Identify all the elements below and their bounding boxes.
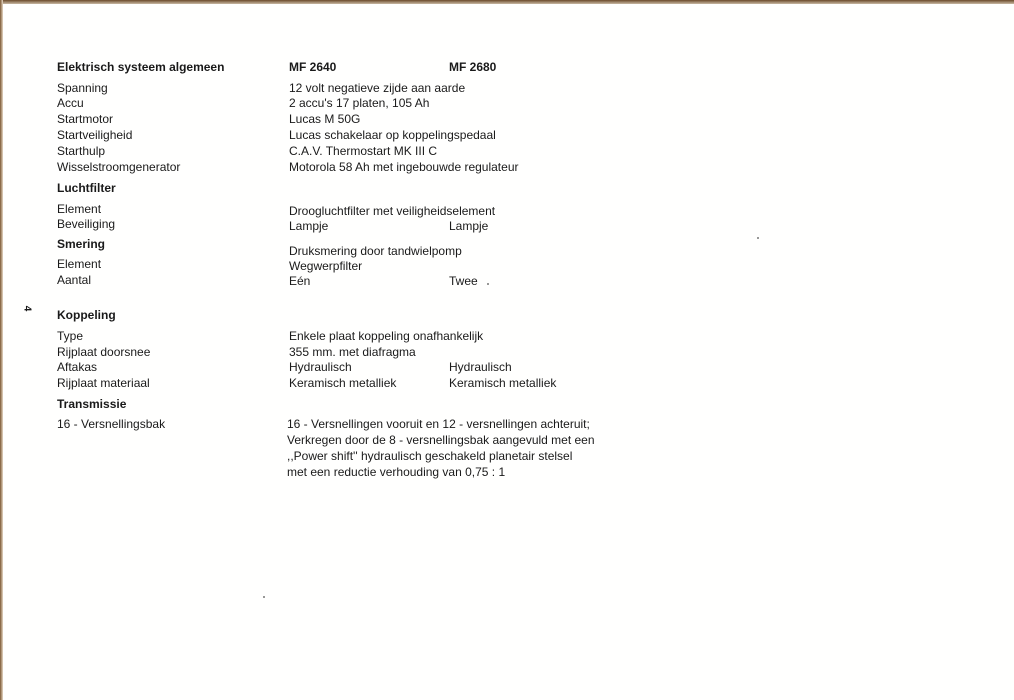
spec-label: Accu — [57, 96, 84, 110]
spec-label: Spanning — [57, 81, 108, 95]
spec-value: C.A.V. Thermostart MK III C — [289, 144, 438, 158]
spec-label: Element — [57, 257, 102, 271]
spec-value-mf2640: Keramisch metalliek — [289, 376, 397, 390]
description-line: Verkregen door de 8 - versnellingsbak aangevuld met een — [287, 433, 595, 447]
spec-label: Aantal — [57, 273, 92, 287]
spec-value: 355 mm. met diafragma — [289, 345, 416, 359]
page-edge-left — [0, 0, 3, 700]
spec-label: Aftakas — [57, 360, 98, 374]
spec-value-mf2680: Lampje — [449, 219, 489, 233]
spec-label: Beveiliging — [57, 217, 116, 231]
spec-label: Wisselstroomgenerator — [57, 160, 181, 174]
spec-value: Motorola 58 Ah met ingebouwde regulateur — [289, 160, 519, 174]
spec-value: Lucas schakelaar op koppelingspedaal — [289, 128, 496, 142]
spec-label: Type — [57, 329, 84, 343]
spec-label: Rijplaat doorsnee — [57, 345, 151, 359]
spec-value-mf2640: Lampje — [289, 219, 329, 233]
section-title-elektrisch: Elektrisch systeem algemeen — [57, 60, 225, 74]
description-line: met een reductie verhouding van 0,75 : 1 — [287, 465, 506, 479]
section-title-smering: Smering — [57, 237, 106, 251]
description-line: ,,Power shift'' hydraulisch geschakeld planetair stelsel — [287, 449, 573, 463]
spec-value: 2 accu's 17 platen, 105 Ah — [289, 96, 430, 110]
spec-value-mf2640: Hydraulisch — [289, 360, 352, 374]
spec-label: Element — [57, 202, 102, 216]
transmissie-description — [287, 416, 627, 480]
spec-label: Starthulp — [57, 144, 106, 158]
spec-value-mf2680: Keramisch metalliek — [449, 376, 557, 390]
description-line: 16 - Versnellingen vooruit en 12 - versnellingen achteruit; — [287, 417, 590, 431]
spec-label: Rijplaat materiaal — [57, 376, 150, 390]
section-title-luchtfilter: Luchtfilter — [57, 181, 116, 195]
spec-label: Startveiligheid — [57, 128, 133, 142]
page-edge-top — [0, 0, 1014, 4]
spec-value: Druksmering door tandwielpomp — [289, 244, 462, 258]
spec-value-mf2680: Hydraulisch — [449, 360, 512, 374]
spec-value: Droogluchtfilter met veiligheidselement — [289, 204, 496, 218]
spec-value: Lucas M 50G — [289, 112, 361, 126]
paper-speck — [487, 283, 489, 285]
spec-label: Startmotor — [57, 112, 114, 126]
spec-value: 12 volt negatieve zijde aan aarde — [289, 81, 466, 95]
section-title-transmissie: Transmissie — [57, 397, 127, 411]
spec-value: Wegwerpfilter — [289, 259, 363, 273]
spec-value: Enkele plaat koppeling onafhankelijk — [289, 329, 484, 343]
paper-speck — [263, 596, 265, 598]
column-header-mf2680: MF 2680 — [449, 60, 497, 74]
page-number: 4 — [21, 305, 33, 312]
spec-label: 16 - Versnellingsbak — [57, 417, 166, 431]
spec-value-mf2640: Eén — [289, 274, 311, 288]
paper-speck — [757, 237, 759, 239]
spec-value-mf2680: Twee — [449, 274, 478, 288]
column-header-mf2640: MF 2640 — [289, 60, 337, 74]
section-title-koppeling: Koppeling — [57, 308, 116, 322]
